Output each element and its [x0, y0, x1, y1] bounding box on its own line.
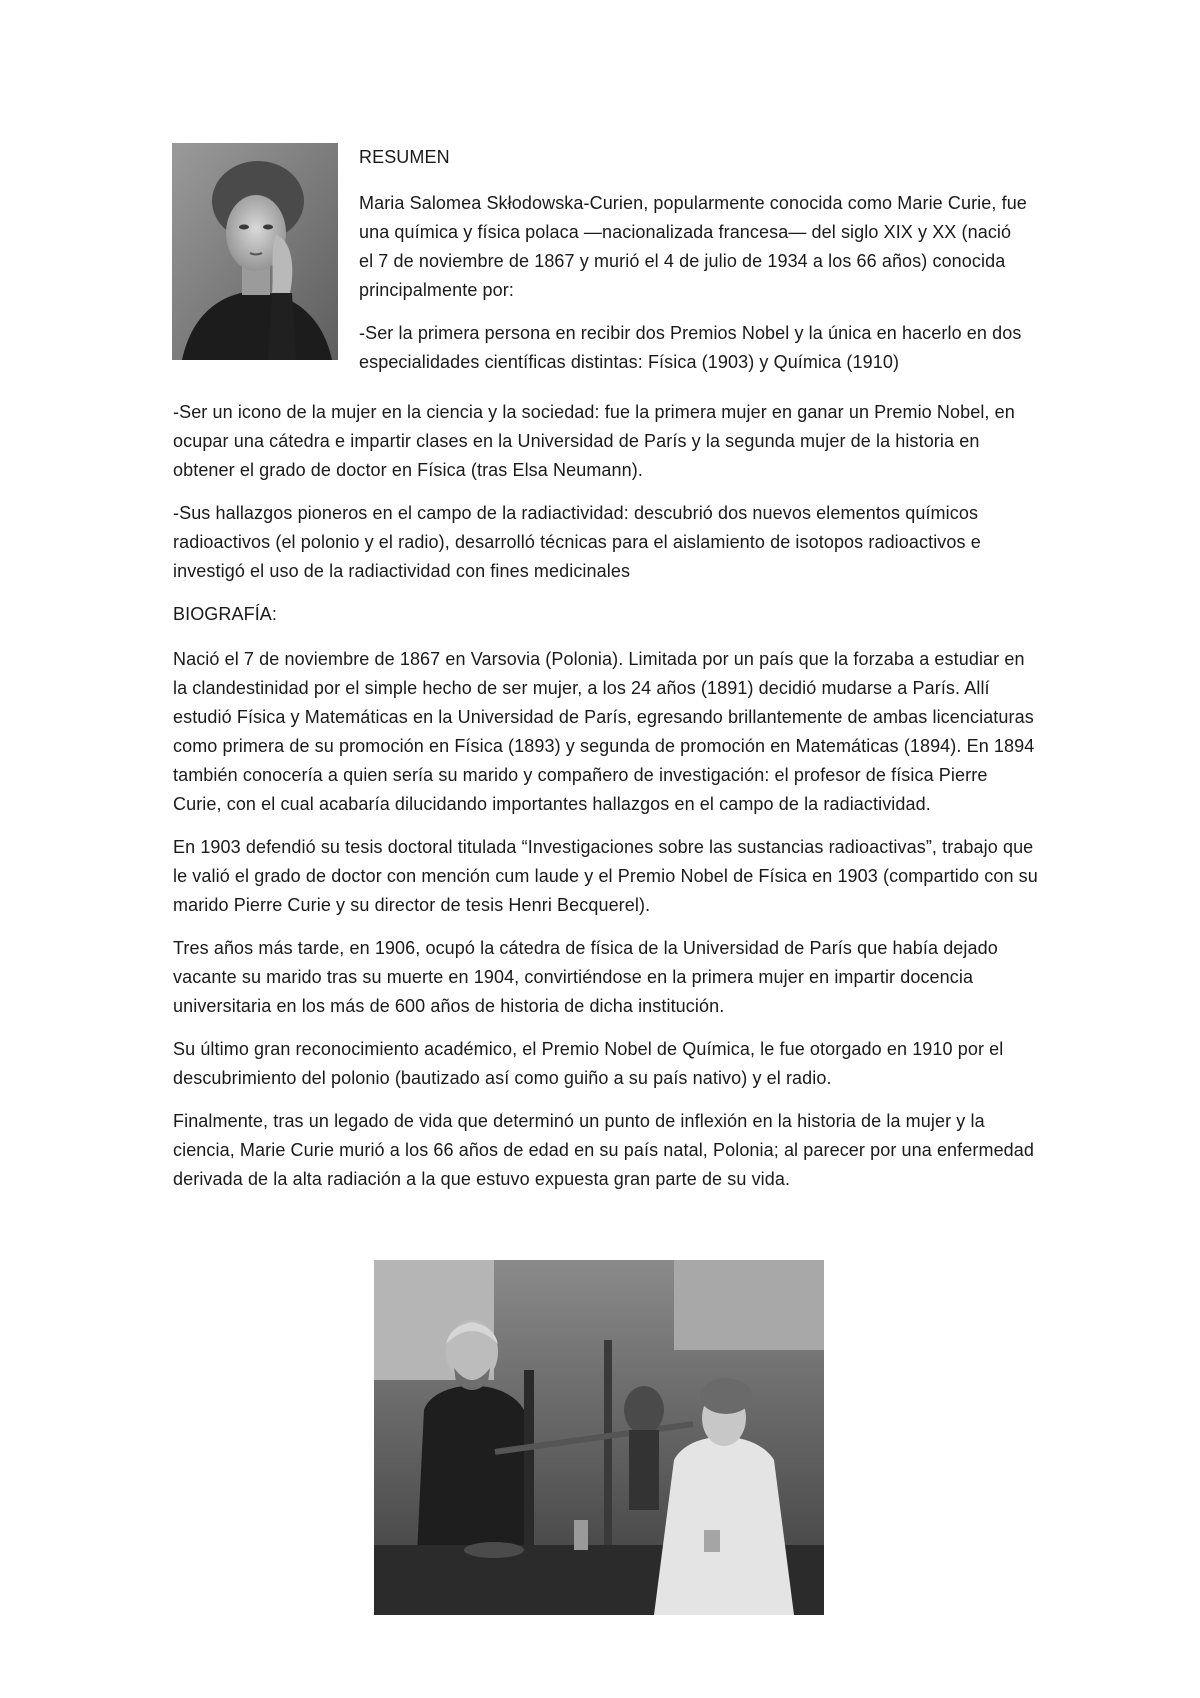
resumen-heading: RESUMEN: [359, 147, 450, 167]
biografia-paragraph: Su último gran reconocimiento académico, el Premio Nobel de Química, le fue otorgado en 1910 por el descubrimiento del polonio (bautizado así como guiño a su país nativo) y el radio.: [173, 1039, 1004, 1088]
biografia-heading: BIOGRAFÍA:: [173, 604, 278, 624]
curie-lab-photo: [374, 1260, 824, 1615]
resumen-section: [359, 143, 1029, 377]
summary-point-icon: -Ser un icono de la mujer en la ciencia y la sociedad: fue la primera mujer en ganar un Premio Nobel, en ocupar una cátedra e impartir clases en la Universidad de París y la segunda mujer de la historia en obtener el grado de doctor en Física (tras Elsa Neumann).: [173, 402, 1015, 480]
lab-photo-illustration: [374, 1260, 824, 1615]
summary-point-nobel: -Ser la primera persona en recibir dos Premios Nobel y la única en hacerlo en dos especialidades científicas distintas: Física (1903) y Química (1910): [359, 323, 1022, 372]
main-text-flow: [173, 398, 1041, 1208]
biografia-paragraph: Tres años más tarde, en 1906, ocupó la cátedra de física de la Universidad de París que había dejado vacante su marido tras su muerte en 1904, convirtiéndose en la primera mujer en impartir docencia universitaria en los más de 600 años de historia de dicha institución.: [173, 938, 998, 1016]
biografia-paragraph: Finalmente, tras un legado de vida que determinó un punto de inflexión en la historia de la mujer y la ciencia, Marie Curie murió a los 66 años de edad en su país natal, Polonia; al parecer por una enfermedad derivada de la alta radiación a la que estuvo expuesta gran parte de su vida.: [173, 1111, 1035, 1189]
marie-curie-portrait: [172, 143, 338, 360]
intro-paragraph: Maria Salomea Skłodowska-Curien, popularmente conocida como Marie Curie, fue una química y física polaca —nacionalizada francesa— del siglo XIX y XX (nació el 7 de noviembre de 1867 y murió el 4 de julio de 1934 a los 66 años) conocida principalmente por:: [359, 193, 1027, 300]
biografia-paragraph: Nació el 7 de noviembre de 1867 en Varsovia (Polonia). Limitada por un país que la forzaba a estudiar en la clandestinidad por el simple hecho de ser mujer, a los 24 años (1891) decidió mudarse a París. Allí estudió Física y Matemáticas en la Universidad de París, egresando brillantemente de ambas licenciaturas como primera de su promoción en Física (1893) y segunda de promoción en Matemáticas (1894). En 1894 también conocería a quien sería su marido y compañero de investigación: el profesor de física Pierre Curie, con el cual acabaría dilucidando importantes hallazgos en el campo de la radiactividad.: [173, 649, 1035, 814]
biografia-paragraph: En 1903 defendió su tesis doctoral titulada “Investigaciones sobre las sustancias radioactivas”, trabajo que le valió el grado de doctor con mención cum laude y el Premio Nobel de Física en 1903 (compartido con su marido Pierre Curie y su director de tesis Henri Becquerel).: [173, 837, 1038, 915]
summary-point-radioactivity: -Sus hallazgos pioneros en el campo de la radiactividad: descubrió dos nuevos elementos químicos radioactivos (el polonio y el radio), desarrolló técnicas para el aislamiento de isotopos radioactivos e investigó el uso de la radiactividad con fines medicinales: [173, 503, 981, 581]
portrait-illustration: [172, 143, 338, 360]
